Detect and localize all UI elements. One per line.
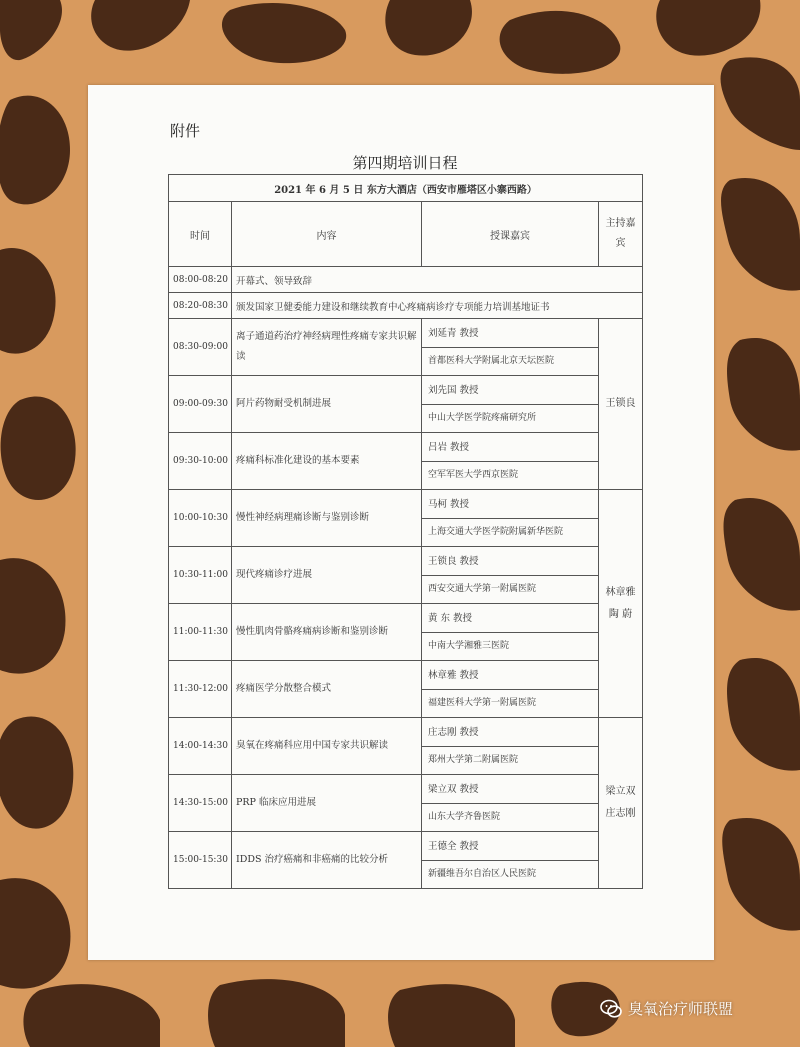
session-affiliation: 西安交通大学第一附属医院 <box>428 583 537 594</box>
session-speaker: 王德全 教授 <box>422 833 598 861</box>
wechat-icon <box>600 999 622 1019</box>
session-speaker: 吕岩 教授 <box>422 434 598 462</box>
session-affiliation: 首都医科大学附属北京天坛医院 <box>428 355 555 366</box>
session-row <box>169 433 643 490</box>
session-speaker-cell <box>422 718 599 775</box>
session-time: 14:00-14:30 <box>169 718 232 775</box>
session-row <box>169 376 643 433</box>
session-topic: 离子通道药治疗神经病理性疼痛专家共识解读 <box>232 319 422 376</box>
session-topic: 臭氧在疼痛科应用中国专家共识解读 <box>232 718 422 775</box>
session-time: 08:30-09:00 <box>169 319 232 376</box>
award-content: 颁发国家卫健委能力建设和继续教育中心疼痛病诊疗专项能力培训基地证书 <box>232 293 643 319</box>
session-speaker: 马柯 教授 <box>422 491 598 519</box>
session-speaker: 刘先国 教授 <box>422 377 598 405</box>
session-speaker-cell <box>422 832 599 889</box>
schedule-title: 第四期培训日程 <box>352 154 458 172</box>
session-affiliation: 福建医科大学第一附属医院 <box>428 697 537 708</box>
session-speaker-cell <box>422 775 599 832</box>
header-content: 内容 <box>232 202 422 267</box>
session-speaker-cell <box>422 319 599 376</box>
venue-row <box>169 175 643 202</box>
session-row <box>169 547 643 604</box>
opening-row <box>169 267 643 293</box>
session-topic: PRP 临床应用进展 <box>232 775 422 832</box>
session-topic: 疼痛科标准化建设的基本要素 <box>232 433 422 490</box>
session-speaker-cell <box>422 433 599 490</box>
session-affiliation: 上海交通大学医学院附属新华医院 <box>428 526 564 537</box>
session-time: 09:00-09:30 <box>169 376 232 433</box>
session-row <box>169 832 643 889</box>
session-row <box>169 718 643 775</box>
session-topic: 慢性肌肉骨骼疼痛病诊断和鉴别诊断 <box>232 604 422 661</box>
session-affiliation: 中南大学湘雅三医院 <box>428 640 510 651</box>
session-affiliation: 山东大学齐鲁医院 <box>428 811 501 822</box>
award-time: 08:20-08:30 <box>169 293 232 319</box>
session-row <box>169 604 643 661</box>
session-time: 10:00-10:30 <box>169 490 232 547</box>
session-speaker: 林章雅 教授 <box>422 662 598 690</box>
session-time: 15:00-15:30 <box>169 832 232 889</box>
annex-label: 附件 <box>170 122 201 140</box>
session-affiliation: 郑州大学第二附属医院 <box>428 754 519 765</box>
session-topic: 疼痛医学分散整合模式 <box>232 661 422 718</box>
schedule-table <box>168 174 643 889</box>
session-speaker-cell <box>422 661 599 718</box>
opening-content: 开幕式、领导致辞 <box>232 267 643 293</box>
header-host: 主持嘉宾 <box>599 202 643 267</box>
session-speaker-cell <box>422 547 599 604</box>
header-row <box>169 202 643 267</box>
session-row <box>169 661 643 718</box>
session-topic: 现代疼痛诊疗进展 <box>232 547 422 604</box>
session-time: 11:30-12:00 <box>169 661 232 718</box>
session-row <box>169 490 643 547</box>
session-time: 14:30-15:00 <box>169 775 232 832</box>
session-speaker: 王锁良 教授 <box>422 548 598 576</box>
session-affiliation: 中山大学医学院疼痛研究所 <box>428 412 537 423</box>
session-time: 11:00-11:30 <box>169 604 232 661</box>
header-speaker: 授课嘉宾 <box>422 202 599 267</box>
session-speaker-cell <box>422 490 599 547</box>
host-block-3: 梁立双 庄志刚 <box>599 718 643 889</box>
session-speaker-cell <box>422 376 599 433</box>
session-affiliation: 新疆维吾尔自治区人民医院 <box>428 868 537 879</box>
award-row <box>169 293 643 319</box>
session-time: 09:30-10:00 <box>169 433 232 490</box>
session-speaker: 庄志刚 教授 <box>422 719 598 747</box>
session-row <box>169 319 643 376</box>
session-topic: 阿片药物耐受机制进展 <box>232 376 422 433</box>
header-time: 时间 <box>169 202 232 267</box>
opening-time: 08:00-08:20 <box>169 267 232 293</box>
session-speaker: 梁立双 教授 <box>422 776 598 804</box>
session-row <box>169 775 643 832</box>
session-affiliation: 空军军医大学西京医院 <box>428 469 519 480</box>
host-block-1: 王锁良 <box>599 319 643 490</box>
watermark-text: 臭氧治疗师联盟 <box>628 1000 734 1018</box>
session-topic: IDDS 治疗癌痛和非癌痛的比较分析 <box>232 832 422 889</box>
host-block-2: 林章雅 陶 蔚 <box>599 490 643 718</box>
session-topic: 慢性神经病理痛诊断与鉴别诊断 <box>232 490 422 547</box>
venue-text: 2021 年 6 月 5 日 东方大酒店（西安市雁塔区小寨西路） <box>169 175 643 202</box>
session-speaker: 刘延青 教授 <box>422 320 598 348</box>
session-speaker: 黄 东 教授 <box>422 605 598 633</box>
wechat-watermark <box>600 998 733 1019</box>
session-speaker-cell <box>422 604 599 661</box>
session-time: 10:30-11:00 <box>169 547 232 604</box>
